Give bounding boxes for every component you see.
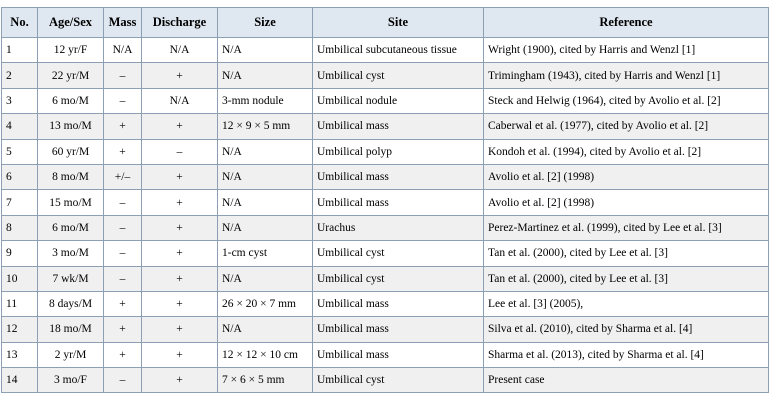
cell-site: Umbilical subcutaneous tissue <box>313 38 484 63</box>
table-row <box>2 139 769 164</box>
cell-site: Urachus <box>313 215 484 240</box>
cell-discharge: + <box>142 63 218 88</box>
cell-mass: – <box>104 266 142 291</box>
cell-mass: +/– <box>104 164 142 189</box>
cell-mass: + <box>104 114 142 139</box>
cell-no: 8 <box>2 215 38 240</box>
cell-mass: N/A <box>104 38 142 63</box>
cell-size: 12 × 12 × 10 cm <box>218 342 313 367</box>
cell-size: N/A <box>218 190 313 215</box>
cell-age-sex: 12 yr/F <box>38 38 104 63</box>
cell-age-sex: 2 yr/M <box>38 342 104 367</box>
cell-reference: Caberwal et al. (1977), cited by Avolio et al. [2] <box>484 114 769 139</box>
cell-reference: Perez-Martinez et al. (1999), cited by Lee et al. [3] <box>484 215 769 240</box>
cell-discharge: + <box>142 266 218 291</box>
cell-discharge: + <box>142 190 218 215</box>
cell-mass: + <box>104 317 142 342</box>
table-row <box>2 190 769 215</box>
table-row <box>2 368 769 393</box>
cell-age-sex: 22 yr/M <box>38 63 104 88</box>
cell-discharge: – <box>142 139 218 164</box>
header-mass: Mass <box>104 8 142 38</box>
cell-discharge: + <box>142 114 218 139</box>
cell-no: 7 <box>2 190 38 215</box>
table-row <box>2 215 769 240</box>
cell-site: Umbilical cyst <box>313 368 484 393</box>
cell-discharge: N/A <box>142 38 218 63</box>
cell-mass: – <box>104 368 142 393</box>
cell-age-sex: 18 mo/M <box>38 317 104 342</box>
cell-reference: Present case <box>484 368 769 393</box>
cell-age-sex: 6 mo/M <box>38 88 104 113</box>
cell-discharge: + <box>142 164 218 189</box>
cell-reference: Wright (1900), cited by Harris and Wenzl [1] <box>484 38 769 63</box>
table-body <box>2 38 769 393</box>
table-header <box>2 8 769 38</box>
cell-age-sex: 8 mo/M <box>38 164 104 189</box>
case-table <box>1 7 769 393</box>
header-age-sex: Age/Sex <box>38 8 104 38</box>
cell-discharge: + <box>142 241 218 266</box>
cell-size: N/A <box>218 215 313 240</box>
cell-site: Umbilical mass <box>313 342 484 367</box>
case-table-container <box>1 7 769 393</box>
cell-no: 6 <box>2 164 38 189</box>
cell-discharge: + <box>142 215 218 240</box>
table-row <box>2 164 769 189</box>
table-row <box>2 63 769 88</box>
header-reference: Reference <box>484 8 769 38</box>
table-row <box>2 317 769 342</box>
cell-size: N/A <box>218 63 313 88</box>
cell-age-sex: 6 mo/M <box>38 215 104 240</box>
cell-mass: + <box>104 291 142 316</box>
cell-reference: Trimingham (1943), cited by Harris and Wenzl [1] <box>484 63 769 88</box>
table-row <box>2 114 769 139</box>
cell-size: N/A <box>218 139 313 164</box>
cell-reference: Sharma et al. (2013), cited by Sharma et al. [4] <box>484 342 769 367</box>
cell-size: N/A <box>218 266 313 291</box>
cell-discharge: + <box>142 291 218 316</box>
cell-mass: – <box>104 241 142 266</box>
cell-size: 26 × 20 × 7 mm <box>218 291 313 316</box>
cell-discharge: + <box>142 342 218 367</box>
cell-site: Umbilical cyst <box>313 241 484 266</box>
cell-discharge: N/A <box>142 88 218 113</box>
cell-age-sex: 8 days/M <box>38 291 104 316</box>
cell-site: Umbilical mass <box>313 317 484 342</box>
cell-no: 5 <box>2 139 38 164</box>
cell-no: 10 <box>2 266 38 291</box>
cell-discharge: + <box>142 368 218 393</box>
cell-age-sex: 15 mo/M <box>38 190 104 215</box>
cell-mass: – <box>104 88 142 113</box>
table-row <box>2 266 769 291</box>
table-row <box>2 88 769 113</box>
cell-mass: – <box>104 63 142 88</box>
cell-age-sex: 13 mo/M <box>38 114 104 139</box>
cell-site: Umbilical polyp <box>313 139 484 164</box>
cell-no: 9 <box>2 241 38 266</box>
cell-reference: Tan et al. (2000), cited by Lee et al. [3] <box>484 266 769 291</box>
cell-no: 2 <box>2 63 38 88</box>
cell-mass: – <box>104 215 142 240</box>
table-row <box>2 342 769 367</box>
header-discharge: Discharge <box>142 8 218 38</box>
cell-reference: Avolio et al. [2] (1998) <box>484 164 769 189</box>
header-row <box>2 8 769 38</box>
cell-mass: – <box>104 190 142 215</box>
cell-site: Umbilical cyst <box>313 63 484 88</box>
cell-reference: Kondoh et al. (1994), cited by Avolio et al. [2] <box>484 139 769 164</box>
cell-no: 1 <box>2 38 38 63</box>
cell-reference: Steck and Helwig (1964), cited by Avolio et al. [2] <box>484 88 769 113</box>
cell-size: 7 × 6 × 5 mm <box>218 368 313 393</box>
table-row <box>2 38 769 63</box>
cell-size: 3-mm nodule <box>218 88 313 113</box>
cell-mass: + <box>104 342 142 367</box>
cell-reference: Silva et al. (2010), cited by Sharma et al. [4] <box>484 317 769 342</box>
cell-site: Umbilical mass <box>313 291 484 316</box>
cell-no: 4 <box>2 114 38 139</box>
cell-site: Umbilical nodule <box>313 88 484 113</box>
cell-age-sex: 3 mo/F <box>38 368 104 393</box>
table-row <box>2 241 769 266</box>
cell-no: 14 <box>2 368 38 393</box>
cell-age-sex: 60 yr/M <box>38 139 104 164</box>
cell-site: Umbilical mass <box>313 164 484 189</box>
cell-no: 11 <box>2 291 38 316</box>
cell-size: 12 × 9 × 5 mm <box>218 114 313 139</box>
cell-size: N/A <box>218 317 313 342</box>
cell-site: Umbilical mass <box>313 190 484 215</box>
cell-age-sex: 3 mo/M <box>38 241 104 266</box>
cell-reference: Avolio et al. [2] (1998) <box>484 190 769 215</box>
cell-reference: Tan et al. (2000), cited by Lee et al. [3] <box>484 241 769 266</box>
cell-age-sex: 7 wk/M <box>38 266 104 291</box>
cell-discharge: + <box>142 317 218 342</box>
cell-size: N/A <box>218 164 313 189</box>
table-row <box>2 291 769 316</box>
cell-site: Umbilical cyst <box>313 266 484 291</box>
header-size: Size <box>218 8 313 38</box>
cell-size: N/A <box>218 38 313 63</box>
cell-no: 12 <box>2 317 38 342</box>
header-no: No. <box>2 8 38 38</box>
cell-mass: + <box>104 139 142 164</box>
header-site: Site <box>313 8 484 38</box>
cell-size: 1-cm cyst <box>218 241 313 266</box>
cell-reference: Lee et al. [3] (2005), <box>484 291 769 316</box>
cell-site: Umbilical mass <box>313 114 484 139</box>
cell-no: 13 <box>2 342 38 367</box>
cell-no: 3 <box>2 88 38 113</box>
